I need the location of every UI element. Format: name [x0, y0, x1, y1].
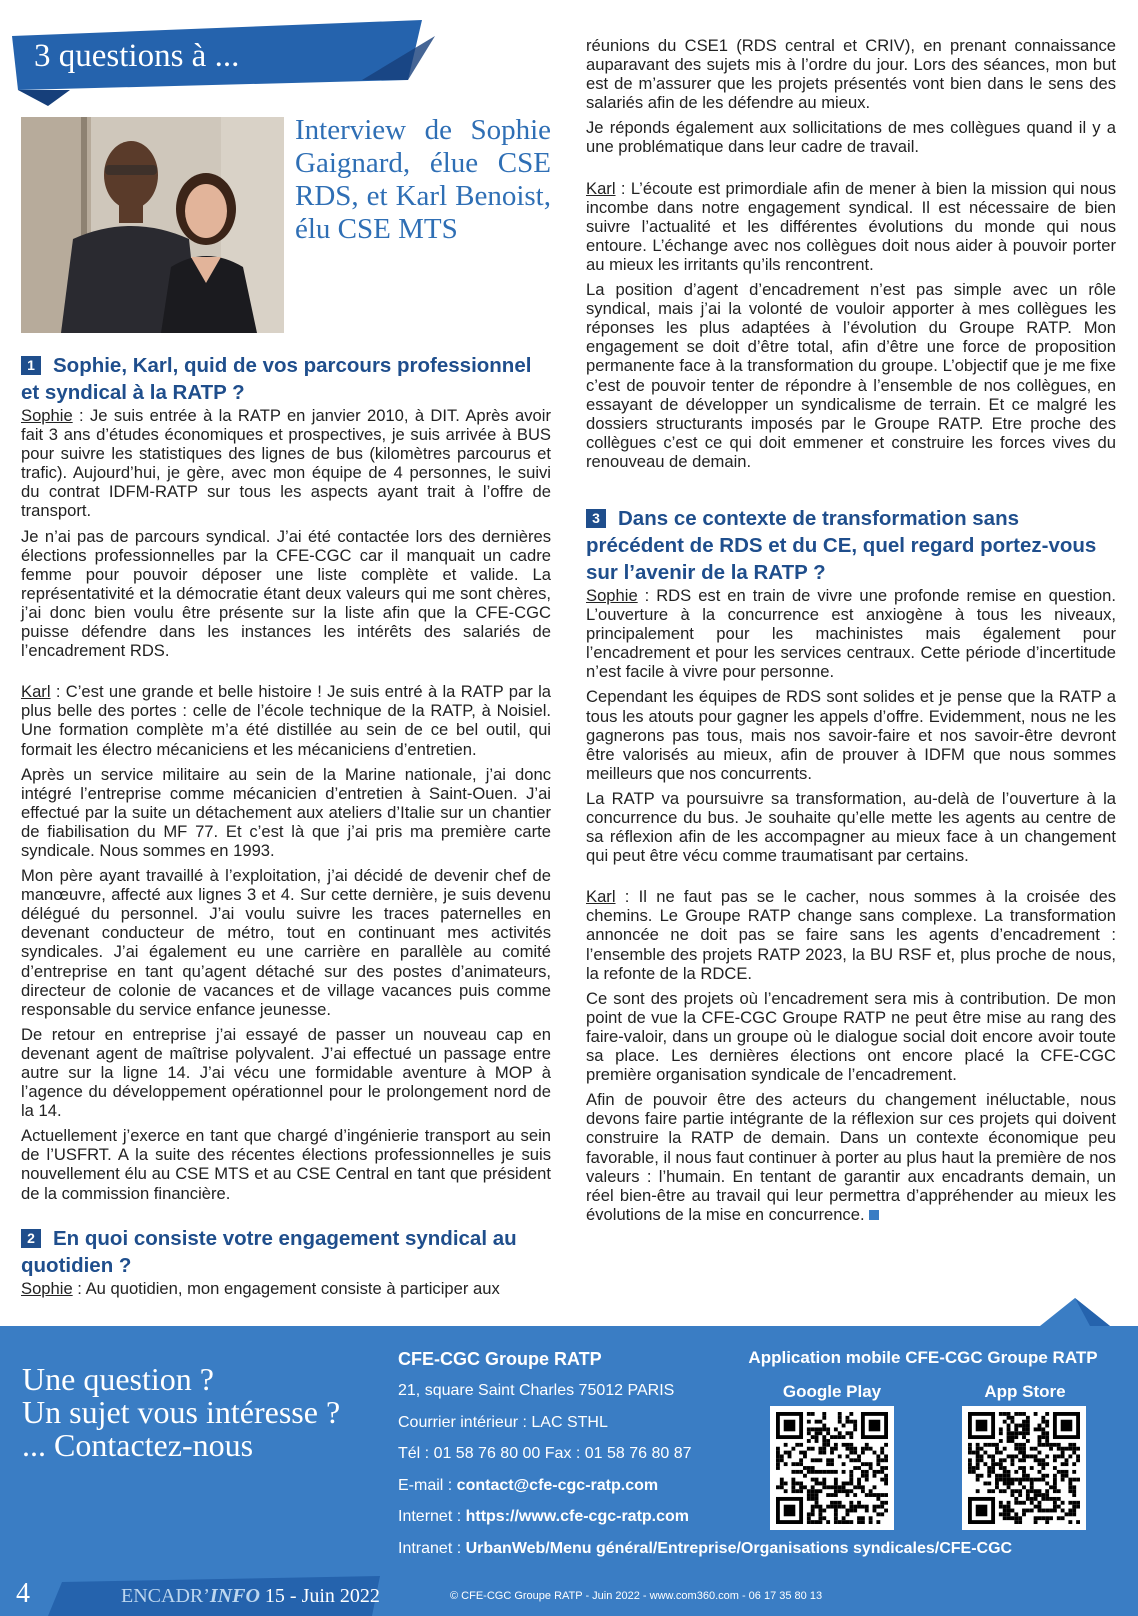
email-link[interactable]: contact@cfe-cgc-ratp.com [456, 1476, 659, 1494]
right-column [586, 36, 1116, 1230]
footer-headline: Une question ? Un sujet vous intéresse ? ... Contactez-nous [22, 1361, 341, 1463]
end-mark-icon [869, 1210, 879, 1220]
photo-illustration [21, 117, 284, 333]
contact-footer [0, 1326, 1138, 1616]
google-play-qr-code[interactable] [770, 1406, 894, 1530]
google-play-label: Google Play [782, 1382, 882, 1401]
qr-pattern [776, 1412, 888, 1524]
question-2-heading [21, 1225, 551, 1279]
phone-fax: Tél : 01 58 76 80 00 Fax : 01 58 76 80 87 [398, 1445, 692, 1462]
speaker-sophie: Sophie [586, 585, 638, 605]
question-1-heading [21, 352, 551, 406]
question-number-badge: 1 [21, 356, 41, 375]
speaker-sophie: Sophie [21, 406, 73, 425]
answer-paragraph: Sophie : RDS est en train de vivre une profonde remise en question. L’ouverture à la concurrence est anxiogène à tous les niveaux, principalement pour les machinistes mais également pour l’encadrement et pour les services centraux. Cette période d’incertitude n’est facile à vivre pour personne. [586, 585, 1116, 682]
left-column [21, 352, 551, 1304]
copyright-line: © CFE-CGC Groupe RATP - Juin 2022 - www.com360.com - 06 17 35 80 13 [450, 1590, 823, 1602]
answer-paragraph-start: Sophie : Au quotidien, mon engagement consiste à participer aux [21, 1278, 500, 1298]
issue-label: ENCADR’INFO 15 - Juin 2022 [121, 1585, 380, 1607]
question-number-badge: 3 [586, 509, 606, 528]
answer-paragraph-continued: réunions du CSE1 (RDS central et CRIV), en prenant connaissance auparavant des sujets mis à l’ordre du jour. Lors des séances, mon but est de m’assurer que les projets présentés vont bien dans le sens des salariés afin de les défendre au mieux. [586, 36, 1116, 113]
interview-photo [21, 117, 284, 333]
page-number: 4 [16, 1578, 30, 1609]
answer-paragraph: Mon père ayant travaillé à l’exploitation, j’ai décidé de devenir chef de manœuvre, affecté aux lignes 3 et 4. Sur cette dernière, je suis devenu délégué du personnel. J’ai voulu suivre les traces paternelles en devenant conducteur de métro, tout en continuant mes activités syndicales. J’ai également eu une carrière en parallèle au comité d’entreprise en tant qu’agent détaché sur des postes d’animateurs, directeur de colonie de vacances et de village vacances puis comme responsable du service enfance jeunesse. [21, 866, 551, 1019]
speaker-sophie: Sophie [21, 1278, 73, 1298]
answer-paragraph: Karl : L’écoute est primordiale afin de mener à bien la mission qui nous incombe dans notre engagement syndical. Il est nécessaire de bien suivre l’actualité et les différentes évolutions du monde qui nous entoure. L’échange avec nos collègues doit nous aider à pouvoir porter au mieux les irritants qu’ils rencontrent. [586, 178, 1116, 274]
email-line: E-mail : contact@cfe-cgc-ratp.com [398, 1476, 659, 1494]
address: 21, square Saint Charles 75012 PARIS [398, 1382, 675, 1399]
answer-paragraph: Je n’ai pas de parcours syndical. J’ai été contactée lors des dernières élections professionnelles par la CFE-CGC car il manquait un cadre femme pour pouvoir déposer une liste complète et valide. La représentativité et la démocratie étant deux valeurs qui me sont chères, j’ai donc bien voulu être présente sur la liste afin que la CFE-CGC puisse défendre dans les instances les intérêts des salariés de l’encadrement RDS. [21, 526, 551, 661]
speaker-karl: Karl [586, 178, 616, 198]
mobile-app-block [725, 1348, 1121, 1374]
answer-paragraph: Actuellement j’exerce en tant que chargé d’ingénierie transport au sein de l’USFRT. A la suite des récentes élections professionnelles je suis nouvellement élu au CSE MTS et au CSE Central en tant que président de la commission financière. [21, 1126, 551, 1203]
banner-title: 3 questions à ... [34, 38, 240, 74]
answer-paragraph: Afin de pouvoir être des acteurs du changement inéluctable, nous devons faire partie intégrante de la réflexion sur ces projets qui doivent construire la RATP de demain. Dans un contexte économique peu favorable, il nous faut continuer à porter au plus haut la première de nos valeurs : l’humain. En tentant de garantir aux encadrants demain, un réel bien-être au travail qui leur permettra d’appréhender au mieux les évolutions de la mise en concurrence. [586, 1090, 1116, 1224]
intranet-path: UrbanWeb/Menu général/Entreprise/Organisations syndicales/CFE-CGC [465, 1539, 1013, 1557]
answer-paragraph: De retour en entreprise j’ai essayé de passer un nouveau cap en devenant agent de maîtrise polyvalent. J’ai effectué un passage entre autre sur la ligne 14. J’ai vécu une formidable aventure à MOP à l’agence du développement opérationnel pour le prolongement nord de la 14. [21, 1024, 551, 1121]
answer-paragraph: Sophie : Je suis entrée à la RATP en janvier 2010, à DIT. Après avoir fait 3 ans d’études économiques et prospectives, je suis arrivée à BUS pour suivre les statistiques des lignes de bus (kilomètres parcourus et trafic). Aujourd’hui, je gère, avec mon équipe de 4 personnes, le suivi du contrat IDFM-RATP sur tous les aspects ayant trait à l’offre de transport. [21, 406, 551, 521]
question-1-title: Sophie, Karl, quid de vos parcours professionnel et syndical à la RATP ? [21, 354, 532, 404]
internet-line: Internet : https://www.cfe-cgc-ratp.com [398, 1508, 690, 1525]
question-number-badge: 2 [21, 1229, 41, 1248]
answer-paragraph: Karl : C’est une grande et belle histoire ! Je suis entré à la RATP par la plus belle des portes : celle de l’école technique de la RATP, à Noisiel. Une formation complète m’a été distillée au sein de ce bel outil, qui formait les électro mécaniciens et les mécaniciens d’entretien. [21, 682, 551, 759]
answer-paragraph: Je réponds également aux sollicitations de mes collègues quand il y a une problématique dans leur cadre de travail. [586, 118, 1116, 157]
answer-paragraph: Après un service militaire au sein de la Marine nationale, j’ai donc intégré l’entreprise comme mécanicien d’entretien à Saint-Ouen. J’ai effectué par la suite un détachement aux ateliers d’Italie sur un chantier de fiabilisation du MF 77. Et c’est là que j’ai pris ma première carte syndicale. Nous sommes en 1993. [21, 764, 551, 860]
contact-block [398, 1349, 1012, 1570]
app-store-qr-code[interactable] [962, 1406, 1086, 1530]
speaker-karl: Karl [21, 682, 51, 702]
question-3-title: Dans ce contexte de transformation sans précédent de RDS et du CE, quel regard portez-vous sur l’avenir de la RATP ? [586, 506, 1097, 584]
app-title: Application mobile CFE-CGC Groupe RATP [748, 1348, 1098, 1367]
answer-paragraph: La RATP va poursuivre sa transformation, au-delà de l’ouverture à la concurrence du bus. Je souhaite qu’elle mette les agents au centre de sa réflexion afin de les accompagner au mieux face à un changement qui peut être vécu comme traumatisant par certains. [586, 788, 1116, 866]
speaker-karl: Karl [586, 887, 616, 907]
app-store-label: App Store [984, 1382, 1066, 1401]
answer-paragraph: La position d’agent d’encadrement n’est pas simple avec un rôle syndical, mais j’ai la volonté de vouloir apporter à mes collègues les réponses les plus adaptées à l’évolution du Groupe RATP. Mon engagement se doit d’être total, afin d’être une force de proposition permanente face à la transformation du groupe. L’objectif que je me fixe c’est de pouvoir tenter de répondre à l’ensemble de nos collègues, en essayant de développer un syndicalisme de terrain. Et ce malgré les dossiers structurants imposés par le Groupe RATP. Etre proche des collègues c’est ce qui doit emmener et construire les forces vives du renouveau de demain. [586, 280, 1116, 471]
answer-paragraph: Cependant les équipes de RDS sont solides et je pense que la RATP a tous les atouts pour gagner les appels d’offre. Evidemment, nous ne les gagnerons pas tous, mais nos savoir-faire et nos savoir-être devront être valorisés au mieux, afin de prouver à IDFM que nous sommes meilleurs que nos concurrents. [586, 687, 1116, 783]
org-name: CFE-CGC Groupe RATP [398, 1349, 602, 1369]
question-2-title: En quoi consiste votre engagement syndical au quotidien ? [21, 1226, 517, 1277]
intranet-line: Intranet : UrbanWeb/Menu général/Entreprise/Organisations syndicales/CFE-CGC [398, 1539, 1013, 1557]
question-3-heading [586, 505, 1116, 586]
section-banner [10, 18, 438, 108]
internal-mail: Courrier intérieur : LAC STHL [398, 1413, 608, 1431]
website-link[interactable]: https://www.cfe-cgc-ratp.com [465, 1508, 690, 1525]
interview-title: Interview de Sophie Gaignard, élue CSE RDS, et Karl Benoist, élu CSE MTS [295, 114, 551, 245]
answer-paragraph: Karl : Il ne faut pas se le cacher, nous sommes à la croisée des chemins. Le Groupe RATP change sans complexe. La transformation annoncée ne doit pas se faire sans les agents d’encadrement : l’ensemble des projets RATP 2023, la BU RSF et, plus proche de nous, la refonte de la RDCE. [586, 887, 1116, 983]
answer-paragraph: Ce sont des projets où l’encadrement sera mis à contribution. De mon point de vue la CFE-CGC Groupe RATP ne peut être mise au rang des faire-valoir, dans un groupe où le dialogue social doit encore avoir toute sa place. Les dernières élections ont encore placé la CFE-CGC première organisation syndicale de l’encadrement. [586, 988, 1116, 1085]
qr-pattern [968, 1412, 1080, 1524]
